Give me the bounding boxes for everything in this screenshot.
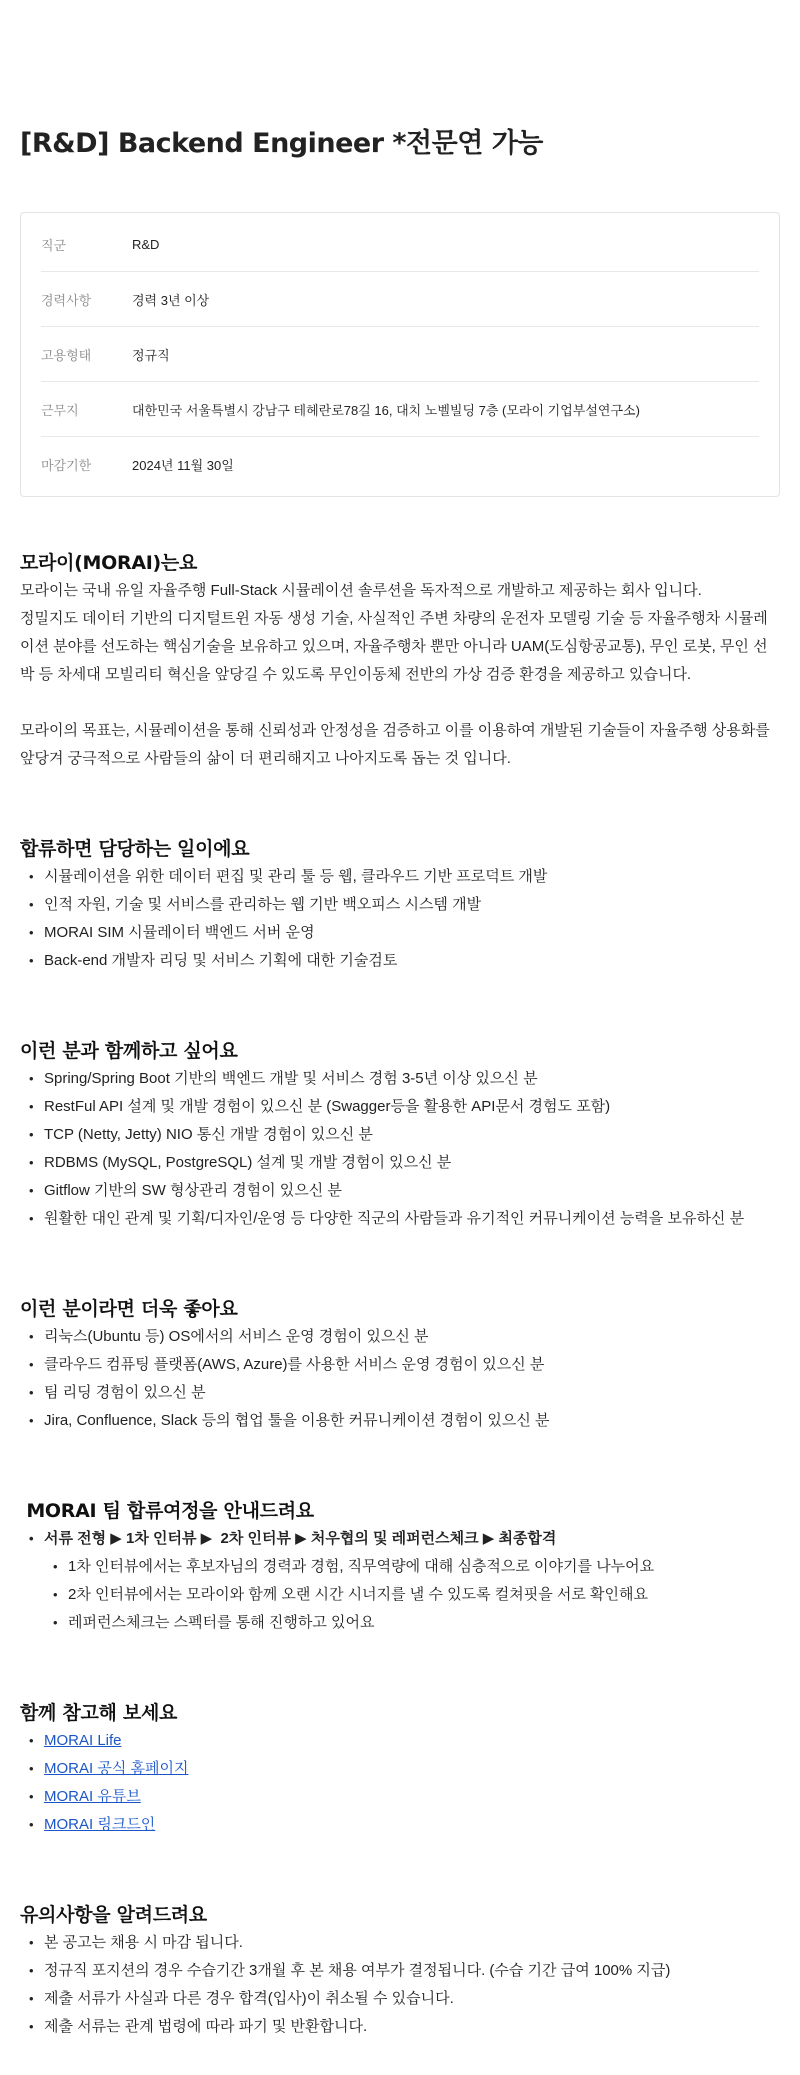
notes-list: [20, 1929, 780, 2041]
requirements-section: [20, 1037, 780, 1233]
job-info-box: [20, 212, 780, 497]
section-heading: 함께 참고해 보세요: [20, 1702, 178, 1724]
info-label: 경력사항: [41, 292, 92, 308]
section-heading: 합류하면 담당하는 일이에요: [20, 838, 250, 860]
process-sub-list: [20, 1553, 780, 1637]
list-item: • Spring/Spring Boot 기반의 백엔드 개발 및 서비스 경험 3-5년 이상 있으신 분: [20, 1065, 780, 1093]
section-heading: 이런 분과 함께하고 싶어요: [20, 1040, 238, 1062]
info-row-experience: [41, 272, 759, 327]
info-row-employment-type: [41, 327, 759, 382]
list-item: • 시뮬레이션을 위한 데이터 편집 및 관리 툴 등 웹, 클라우드 기반 프로덕트 개발: [20, 863, 780, 891]
about-paragraph: 모라이는 국내 유일 자율주행 Full-Stack 시뮬레이션 솔루션을 독자적으로 개발하고 제공하는 회사 입니다.: [20, 582, 702, 599]
list-item: • Jira, Confluence, Slack 등의 협업 툴을 이용한 커뮤니케이션 경험이 있으신 분: [20, 1407, 780, 1435]
section-heading: 이런 분이라면 더욱 좋아요: [20, 1298, 238, 1320]
about-paragraph: 모라이의 목표는, 시뮬레이션을 통해 신뢰성과 안정성을 검증하고 이를 이용하여 개발된 기술들이 자율주행 상용화를 앞당겨 궁극적으로 사람들의 삶이 더 편리해지고 나아지도록 돕는 것 입니다.: [20, 722, 770, 767]
link-morai-youtube[interactable]: MORAI 유튜브: [44, 1788, 141, 1805]
info-value: 경력 3년 이상: [132, 292, 210, 308]
about-paragraph: 정밀지도 데이터 기반의 디지털트윈 자동 생성 기술, 사실적인 주변 차량의 운전자 모델링 기술 등 자율주행차 시뮬레이션 분야를 선도하는 핵심기술을 보유하고 있으며, 자율주행차 뿐만 아니라 UAM(도심항공교통), 무인 로봇, 무인 선박 등 차세대 모빌리티 혁신을 앞당길 수 있도록 무인이동체 전반의 가상 검증 환경을 제공하고 있습니다.: [20, 610, 768, 683]
references-list: [20, 1727, 780, 1839]
info-label: 고용형태: [41, 347, 92, 363]
info-label: 직군: [41, 237, 67, 253]
process-list: [20, 1525, 780, 1553]
requirements-list: [20, 1065, 780, 1233]
about-section: [20, 549, 780, 773]
list-item: • 리눅스(Ubuntu 등) OS에서의 서비스 운영 경험이 있으신 분: [20, 1323, 780, 1351]
list-item: • 2차 인터뷰에서는 모라이와 함께 오랜 시간 시너지를 낼 수 있도록 컬쳐핏을 서로 확인해요: [20, 1581, 780, 1609]
info-label: 마감기한: [41, 458, 92, 473]
preferred-list: [20, 1323, 780, 1435]
list-item: • 제출 서류가 사실과 다른 경우 합격(입사)이 취소될 수 있습니다.: [20, 1985, 780, 2013]
section-heading: MORAI 팀 합류여정을 안내드려요: [20, 1500, 314, 1522]
list-item: • 팀 리딩 경험이 있으신 분: [20, 1379, 780, 1407]
info-value: 정규직: [132, 347, 170, 363]
process-steps: • 서류 전형 ▶ 1차 인터뷰 ▶ 2차 인터뷰 ▶ 처우협의 및 레퍼런스체크 ▶ 최종합격: [20, 1525, 780, 1553]
info-label: 근무지: [41, 402, 79, 418]
preferred-section: [20, 1295, 780, 1435]
list-item: [20, 1727, 780, 1755]
list-item: [20, 1811, 780, 1839]
list-item: • 본 공고는 채용 시 마감 됩니다.: [20, 1929, 780, 1957]
list-item: • MORAI SIM 시뮬레이터 백엔드 서버 운영: [20, 919, 780, 947]
link-morai-homepage[interactable]: MORAI 공식 홈페이지: [44, 1760, 189, 1777]
info-value: 2024년 11월 30일: [132, 458, 234, 473]
duties-list: [20, 863, 780, 975]
list-item: • 인적 자원, 기술 및 서비스를 관리하는 웹 기반 백오피스 시스템 개발: [20, 891, 780, 919]
list-item: • TCP (Netty, Jetty) NIO 통신 개발 경험이 있으신 분: [20, 1121, 780, 1149]
list-item: • RestFul API 설계 및 개발 경험이 있으신 분 (Swagger등을 활용한 API문서 경험도 포함): [20, 1093, 780, 1121]
list-item: [20, 1755, 780, 1783]
list-item: • Gitflow 기반의 SW 형상관리 경험이 있으신 분: [20, 1177, 780, 1205]
page-title: [R&D] Backend Engineer *전문연 가능: [20, 128, 543, 159]
section-heading: 유의사항을 알려드려요: [20, 1904, 207, 1926]
notes-section: [20, 1901, 780, 2041]
info-row-deadline: [41, 437, 759, 492]
link-morai-linkedin[interactable]: MORAI 링크드인: [44, 1816, 156, 1833]
list-item: [20, 1783, 780, 1811]
link-morai-life[interactable]: MORAI Life: [44, 1732, 122, 1749]
list-item: • 정규직 포지션의 경우 수습기간 3개월 후 본 채용 여부가 결정됩니다. (수습 기간 급여 100% 지급): [20, 1957, 780, 1985]
info-row-job-group: [41, 217, 759, 272]
list-item: • RDBMS (MySQL, PostgreSQL) 설계 및 개발 경험이 있으신 분: [20, 1149, 780, 1177]
list-item: • Back-end 개발자 리딩 및 서비스 기획에 대한 기술검토: [20, 947, 780, 975]
list-item: • 원활한 대인 관계 및 기획/디자인/운영 등 다양한 직군의 사람들과 유기적인 커뮤니케이션 능력을 보유하신 분: [20, 1205, 780, 1233]
list-item: • 1차 인터뷰에서는 후보자님의 경력과 경험, 직무역량에 대해 심층적으로 이야기를 나누어요: [20, 1553, 780, 1581]
info-value: R&D: [132, 236, 160, 252]
list-item: • 레퍼런스체크는 스펙터를 통해 진행하고 있어요: [20, 1609, 780, 1637]
process-section: [20, 1497, 780, 1637]
list-item: • 제출 서류는 관계 법령에 따라 파기 및 반환합니다.: [20, 2013, 780, 2041]
section-heading: 모라이(MORAI)는요: [20, 552, 198, 574]
info-row-location: [41, 382, 759, 437]
info-value: 대한민국 서울특별시 강남구 테헤란로78길 16, 대치 노벨빌딩 7층 (모라이 기업부설연구소): [132, 402, 640, 418]
duties-section: [20, 835, 780, 975]
list-item: • 클라우드 컴퓨팅 플랫폼(AWS, Azure)를 사용한 서비스 운영 경험이 있으신 분: [20, 1351, 780, 1379]
references-section: [20, 1699, 780, 1839]
